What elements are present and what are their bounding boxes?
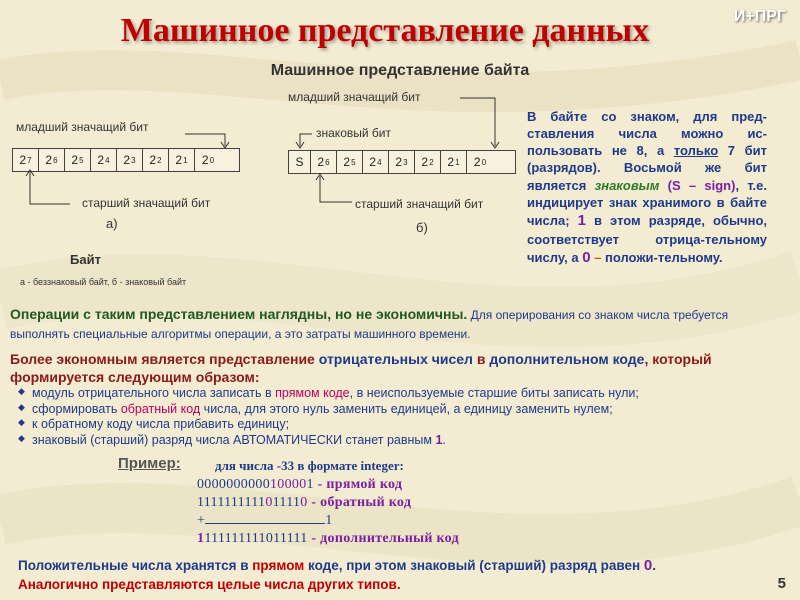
byte-caption: а - беззнаковый байт, б - знаковый байт (20, 277, 187, 287)
example-description: для числа -33 в формате integer: (215, 458, 404, 473)
bit-cell: 2 3 (117, 149, 143, 171)
diagram-b-lsb-label: младший значащий бит (288, 90, 421, 104)
list-item: ◆ к обратному коду числа прибавить единицу; (18, 417, 639, 433)
add-one-line: + 1 (197, 513, 333, 528)
diagram-b-caption: б) (416, 220, 428, 235)
bit-cell: 2 0 (473, 155, 487, 169)
steps-list (18, 386, 639, 449)
bit-cell: 2 7 (13, 149, 39, 171)
bit-cell: 2 5 (65, 149, 91, 171)
summary-text (18, 556, 778, 593)
direct-code-line: 0000000000100001 - прямой код (197, 477, 403, 492)
byte-label: Байт (70, 252, 101, 267)
bit-cell: 2 2 (415, 151, 441, 173)
economy-paragraph: Более экономным является представление отрицательных чисел в дополнительном коде, который формируется следующим образом: (10, 351, 712, 386)
bit-cell: 2 6 (311, 151, 337, 173)
page-number: 5 (777, 575, 786, 592)
diagram-a-lsb-label: младший значащий бит (16, 120, 149, 134)
bit-cell: 2 2 (143, 149, 169, 171)
bit-cell: 2 0 (201, 153, 215, 167)
bit-cell: 2 3 (389, 151, 415, 173)
page-title: Машинное представление данных (120, 12, 650, 49)
diagram-a-msb-label: старший значащий бит (82, 196, 211, 210)
summary-line-2: Аналогично представляются целые числа других типов. (18, 576, 401, 592)
diagram-a-caption: а) (106, 216, 118, 231)
sign-bit-cell: S (289, 151, 311, 173)
bit-cell: 2 6 (39, 149, 65, 171)
signed-byte-description: В байте со знаком, для пред-ставления числа можно ис-пользовать не 8, а только 7 бит (разрядов). Восьмой же бит является знаковым (S – sign), т.е. индицирует знак хранимого в байте числа; 1 в этом разряде, обычно, соответствует отрица-тельному числу, а 0 – положи-тельному. (527, 109, 768, 266)
inverse-code-line: 1111111111011110 - обратный код (197, 495, 412, 510)
list-item: ◆ сформировать обратный код числа, для этого нуль заменить единицей, а единицу заменить нулем; (18, 402, 639, 418)
diagram-b-sign-label: знаковый бит (316, 126, 391, 140)
list-item: ◆ знаковый (старший) разряд числа АВТОМАТИЧЕСКИ станет равным 1. (18, 433, 639, 449)
summary-line-1: Положительные числа хранятся в прямом коде, при этом знаковый (старший) разряд равен 0. (18, 557, 657, 574)
operations-paragraph: Операции с таким представлением наглядны, но не экономичны. Для оперирования со знаком числа требуется выполнять специальные алгоритмы операции, а это затраты машинного времени. (10, 306, 729, 341)
bit-cell: 2 1 (169, 149, 195, 171)
example-heading: Пример: (118, 455, 181, 472)
bit-cell: 2 1 (441, 151, 467, 173)
course-badge: И+ПРГ (733, 8, 786, 25)
bit-cell: 2 4 (363, 151, 389, 173)
bit-cell: 2 5 (337, 151, 363, 173)
list-item: ◆ модуль отрицательного числа записать в прямом коде, в неиспользуемые старшие биты записать нули; (18, 386, 639, 402)
bit-cell: 2 4 (91, 149, 117, 171)
subtitle: Машинное представление байта (270, 62, 530, 79)
complement-code-line: 1111111111011111 - дополнительный код (197, 531, 459, 546)
diagram-b-msb-label: старший значащий бит (355, 197, 484, 211)
